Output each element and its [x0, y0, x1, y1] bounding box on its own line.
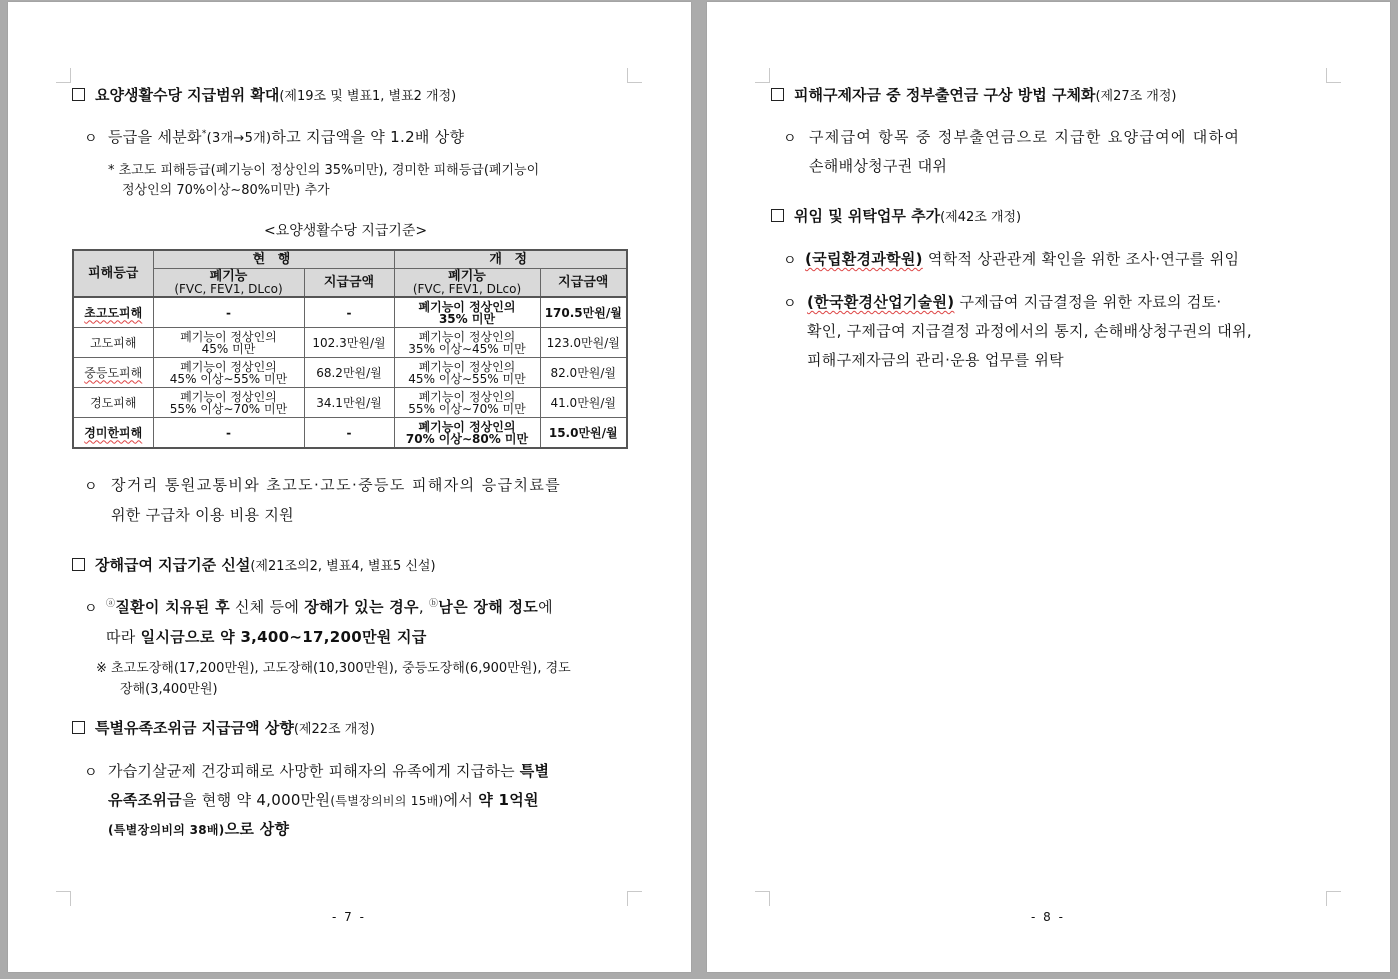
crop-mark: [627, 68, 642, 83]
header-revised: 개 정: [394, 250, 627, 269]
bullet-disability-line1: ⓐ질환이 치유된 후 신체 등에 장해가 있는 경우, ⓑ남은 장해 정도에: [106, 598, 553, 616]
bullet-keiti-line2: 확인, 구제급여 지급결정 과정에서의 통지, 손해배상청구권의 대위,: [807, 322, 1252, 340]
crop-mark: [627, 891, 642, 906]
bullet-subrogation-line2: 손해배상청구권 대위: [809, 157, 948, 175]
bullet-condolence-line2: 유족조위금을 현행 약 4,000만원(특별장의비의 15배)에서 약 1억원: [108, 791, 539, 809]
crop-mark: [755, 891, 770, 906]
bullet-subrogation-line1: 구제급여 항목 중 정부출연금으로 지급한 요양급여에 대하여: [809, 128, 1241, 146]
checkbox-square-icon: [771, 88, 784, 101]
header-current-lung: 폐기능 (FVC, FEV1, DLco): [153, 269, 304, 298]
bullet-nier: (국립환경과학원) 역학적 상관관계 확인을 위한 조사·연구를 위임: [805, 250, 1240, 268]
section-heading-delegation: 위임 및 위탁업무 추가(제42조 개정): [771, 205, 1021, 226]
living-allowance-table: [72, 249, 628, 449]
bullet-ambulance-line2: 위한 구급차 이용 비용 지원: [111, 506, 294, 524]
checkbox-square-icon: [771, 209, 784, 222]
section-heading-disability-benefit: 장해급여 지급기준 신설(제21조의2, 별표4, 별표5 신설): [72, 554, 436, 575]
note-new-grades-line1: * 초고도 피해등급(폐기능이 정상인의 35%미만), 경미한 피해등급(폐기능이: [108, 163, 540, 178]
crop-mark: [56, 891, 71, 906]
note-new-grades-line2: 정상인의 70%이상∼80%미만) 추가: [122, 183, 330, 198]
header-current: 현 행: [153, 250, 394, 269]
bullet-keiti-line3: 피해구제자금의 관리·운용 업무를 위탁: [807, 351, 1064, 369]
bullet-disability-line2: 따라 일시금으로 약 3,400∼17,200만원 지급: [106, 628, 427, 646]
table-row: 경미한피해 - - 폐기능이 정상인의 70% 이상∼80% 미만 15.0만원/월: [73, 418, 627, 449]
header-revised-lung: 폐기능 (FVC, FEV1, DLco): [394, 269, 540, 298]
document-page-7: [8, 2, 691, 972]
crop-mark: [1326, 68, 1341, 83]
header-revised-amount: 지급금액: [540, 269, 627, 298]
bullet-circle-icon: ㅇ: [84, 765, 98, 781]
section-heading-subrogation: 피해구제자금 중 정부출연금 구상 방법 구체화(제27조 개정): [771, 84, 1177, 105]
section-heading-living-allowance: 요양생활수당 지급범위 확대(제19조 및 별표1, 별표2 개정): [72, 84, 456, 105]
bullet-grade-subdivision: 등급을 세분화*(3개→5개)하고 지급액을 약 1.2배 상향: [108, 128, 465, 146]
table-row: 중등도피해 폐기능이 정상인의 45% 이상∼55% 미만 68.2만원/월 폐기능이 정상인의 45% 이상∼55% 미만 82.0만원/월: [73, 358, 627, 388]
header-grade: 피해등급: [73, 250, 153, 297]
bullet-condolence-line1: 가습기살균제 건강피해로 사망한 피해자의 유족에게 지급하는 특별: [108, 762, 550, 780]
bullet-circle-icon: ㅇ: [84, 479, 98, 495]
table-row: 초고도피해 - - 폐기능이 정상인의 35% 미만 170.5만원/월: [73, 297, 627, 328]
bullet-condolence-line3: (특별장의비의 38배)으로 상향: [108, 820, 290, 838]
bullet-circle-icon: ㅇ: [783, 296, 797, 312]
note-disability-line1: ※ 초고도장해(17,200만원), 고도장해(10,300만원), 중등도장해(6,900만원), 경도: [96, 661, 571, 676]
table-row: 경도피해 폐기능이 정상인의 55% 이상∼70% 미만 34.1만원/월 폐기능이 정상인의 55% 이상∼70% 미만 41.0만원/월: [73, 388, 627, 418]
bullet-circle-icon: ㅇ: [84, 601, 98, 617]
crop-mark: [1326, 891, 1341, 906]
bullet-keiti-line1: (한국환경산업기술원) 구제급여 지급결정을 위한 자료의 검토·: [807, 293, 1222, 311]
bullet-ambulance-line1: 장거리 통원교통비와 초고도·고도·중등도 피해자의 응급치료를: [111, 476, 562, 494]
table-row: 고도피해 폐기능이 정상인의 45% 미만 102.3만원/월 폐기능이 정상인의 35% 이상∼45% 미만 123.0만원/월: [73, 328, 627, 358]
bullet-circle-icon: ㅇ: [783, 253, 797, 269]
document-page-8: [707, 2, 1390, 972]
bullet-circle-icon: ㅇ: [783, 131, 797, 147]
page-number: - 7 -: [332, 910, 366, 924]
crop-mark: [755, 68, 770, 83]
table-caption: <요양생활수당 지급기준>: [264, 223, 428, 239]
checkbox-square-icon: [72, 721, 85, 734]
page-number: - 8 -: [1031, 910, 1065, 924]
note-disability-line2: 장해(3,400만원): [120, 682, 218, 697]
bullet-circle-icon: ㅇ: [84, 131, 98, 147]
checkbox-square-icon: [72, 88, 85, 101]
section-heading-condolence: 특별유족조위금 지급금액 상향(제22조 개정): [72, 717, 375, 738]
crop-mark: [56, 68, 71, 83]
checkbox-square-icon: [72, 558, 85, 571]
header-current-amount: 지급금액: [304, 269, 394, 298]
